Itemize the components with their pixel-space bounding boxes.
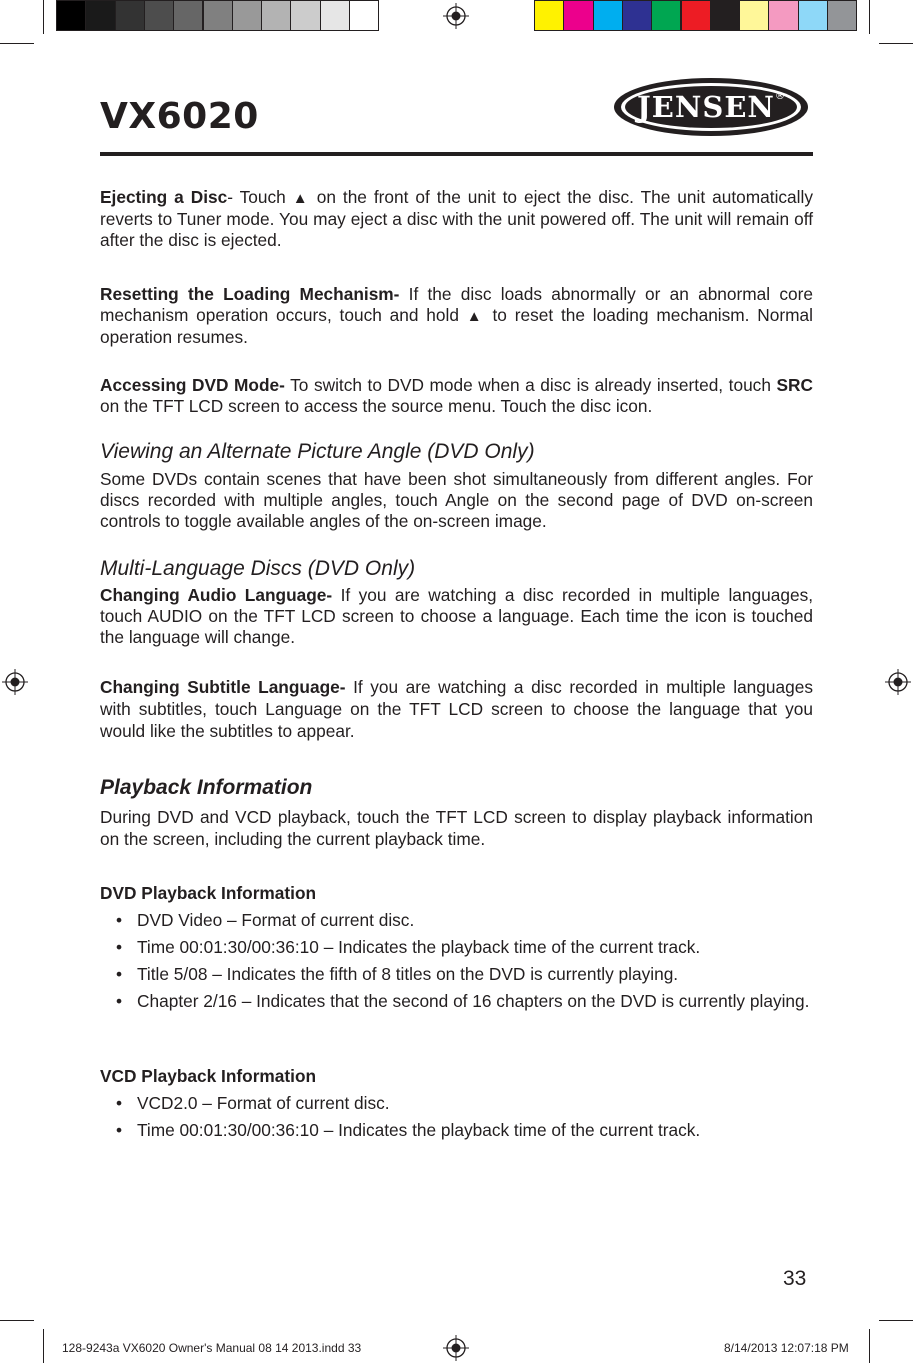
list-item: [116, 962, 813, 986]
crop-mark: [879, 43, 913, 44]
crop-mark: [869, 1329, 870, 1363]
vcd-playback-heading: VCD Playback Information: [100, 1066, 317, 1086]
reset-pre: If the disc loads abnormally or an abnormal core mechanism operation occurs, touch and hold: [100, 284, 813, 325]
gray-swatch: [203, 0, 233, 31]
list-item-text: Time 00:01:30/00:36:10 – Indicates the playback time of the current track.: [137, 1120, 701, 1140]
bullet-icon: •: [116, 964, 123, 984]
list-item: [116, 908, 813, 932]
eject-pre: - Touch: [227, 187, 286, 207]
list-item: [116, 935, 813, 959]
slug-file: 128-9243a VX6020 Owner's Manual 08 14 2013.indd 33: [62, 1341, 362, 1355]
eject-icon: ▲: [466, 308, 485, 325]
gray-swatch: [349, 0, 379, 31]
subtitle-label: Changing Subtitle Language-: [100, 677, 346, 697]
eject-paragraph: [100, 187, 813, 251]
playback-paragraph: During DVD and VCD playback, touch the TFT LCD screen to display playback information on the screen, including the current playback time.: [100, 807, 813, 849]
registration-mark-icon: [2, 669, 28, 695]
crop-mark: [0, 1320, 34, 1321]
audio-label: Changing Audio Language-: [100, 585, 333, 605]
eject-text: on the front of the unit to eject the disc. The unit automatically reverts to Tuner mode. You may eject a disc with the unit powered off. The unit will remain off after the disc is ejected.: [100, 187, 813, 250]
gray-swatch: [173, 0, 203, 31]
model-title: VX6020: [100, 96, 259, 137]
bullet-icon: •: [116, 937, 123, 957]
color-swatch: [710, 0, 740, 31]
color-swatch: [798, 0, 828, 31]
color-swatch: [651, 0, 681, 31]
list-item-text: Time 00:01:30/00:36:10 – Indicates the playback time of the current track.: [137, 937, 701, 957]
list-item-text: Chapter 2/16 – Indicates that the second of 16 chapters on the DVD is currently playing.: [137, 991, 810, 1011]
angle-paragraph: Some DVDs contain scenes that have been shot simultaneously from different angles. For discs recorded with multiple angles, touch Angle on the second page of DVD on-screen controls to toggle available angles of the on-screen image.: [100, 469, 813, 531]
color-swatch: [827, 0, 857, 31]
list-item: [116, 1091, 813, 1115]
gray-swatch: [261, 0, 291, 31]
list-item: [116, 989, 813, 1013]
bullet-icon: •: [116, 910, 123, 930]
reset-paragraph: [100, 284, 813, 348]
crop-mark: [0, 43, 34, 44]
audio-text: If you are watching a disc recorded in multiple languages, touch AUDIO on the TFT LCD screen to choose a language. Each time the icon is touched the language will change.: [100, 585, 814, 647]
gray-swatch: [85, 0, 115, 31]
gray-swatch: [115, 0, 145, 31]
gray-swatch: [144, 0, 174, 31]
header-rule: [100, 152, 813, 156]
gray-swatch: [320, 0, 350, 31]
gray-swatch: [290, 0, 320, 31]
playback-heading: Playback Information: [100, 776, 313, 799]
crop-mark: [43, 0, 44, 34]
color-swatch: [622, 0, 652, 31]
gray-swatch: [232, 0, 262, 31]
bullet-icon: •: [116, 1120, 123, 1140]
subtitle-paragraph: [100, 676, 813, 742]
multilang-heading: Multi-Language Discs (DVD Only): [100, 557, 416, 580]
audio-paragraph: [100, 585, 813, 648]
color-swatch: [593, 0, 623, 31]
bullet-icon: •: [116, 991, 123, 1011]
bullet-icon: •: [116, 1093, 123, 1113]
dvd-mode-label: Accessing DVD Mode-: [100, 375, 285, 395]
reset-label: Resetting the Loading Mechanism-: [100, 284, 400, 304]
crop-mark: [879, 1320, 913, 1321]
list-item-text: VCD2.0 – Format of current disc.: [137, 1093, 390, 1113]
crop-mark: [869, 0, 870, 34]
color-swatch: [534, 0, 564, 31]
color-swatch: [563, 0, 593, 31]
dvd-playback-heading: DVD Playback Information: [100, 883, 317, 903]
registration-mark-icon: [443, 1335, 469, 1361]
reset-post: to reset the loading mechanism. Normal operation resumes.: [100, 305, 813, 347]
color-swatch: [739, 0, 769, 31]
dvd-mode-pre: To switch to DVD mode when a disc is already inserted, touch: [290, 375, 771, 395]
color-swatch: [768, 0, 798, 31]
list-item: [116, 1118, 813, 1142]
registration-mark-icon: [443, 3, 469, 29]
eject-label: Ejecting a Disc: [100, 187, 228, 207]
list-item-text: DVD Video – Format of current disc.: [137, 910, 415, 930]
slug-date: 8/14/2013 12:07:18 PM: [724, 1341, 849, 1355]
subtitle-text: If you are watching a disc recorded in multiple languages with subtitles, touch Language on the TFT LCD screen to choose the language that you would like the subtitles to appear.: [100, 677, 813, 741]
gray-swatch: [56, 0, 86, 31]
dvd-mode-post: on the TFT LCD screen to access the source menu. Touch the disc icon.: [100, 396, 653, 416]
jensen-logo-text: JENSEN: [637, 90, 775, 124]
registered-mark: ®: [775, 91, 785, 102]
eject-icon: ▲: [292, 190, 310, 207]
list-item-text: Title 5/08 – Indicates the fifth of 8 titles on the DVD is currently playing.: [137, 964, 679, 984]
src-keyword: SRC: [776, 375, 813, 395]
crop-mark: [43, 1329, 44, 1363]
angle-heading: Viewing an Alternate Picture Angle (DVD Only): [100, 440, 535, 463]
dvd-mode-paragraph: [100, 375, 813, 417]
color-swatch: [681, 0, 711, 31]
page-number: 33: [783, 1267, 807, 1290]
registration-mark-icon: [885, 669, 911, 695]
jensen-logo: [612, 76, 810, 138]
